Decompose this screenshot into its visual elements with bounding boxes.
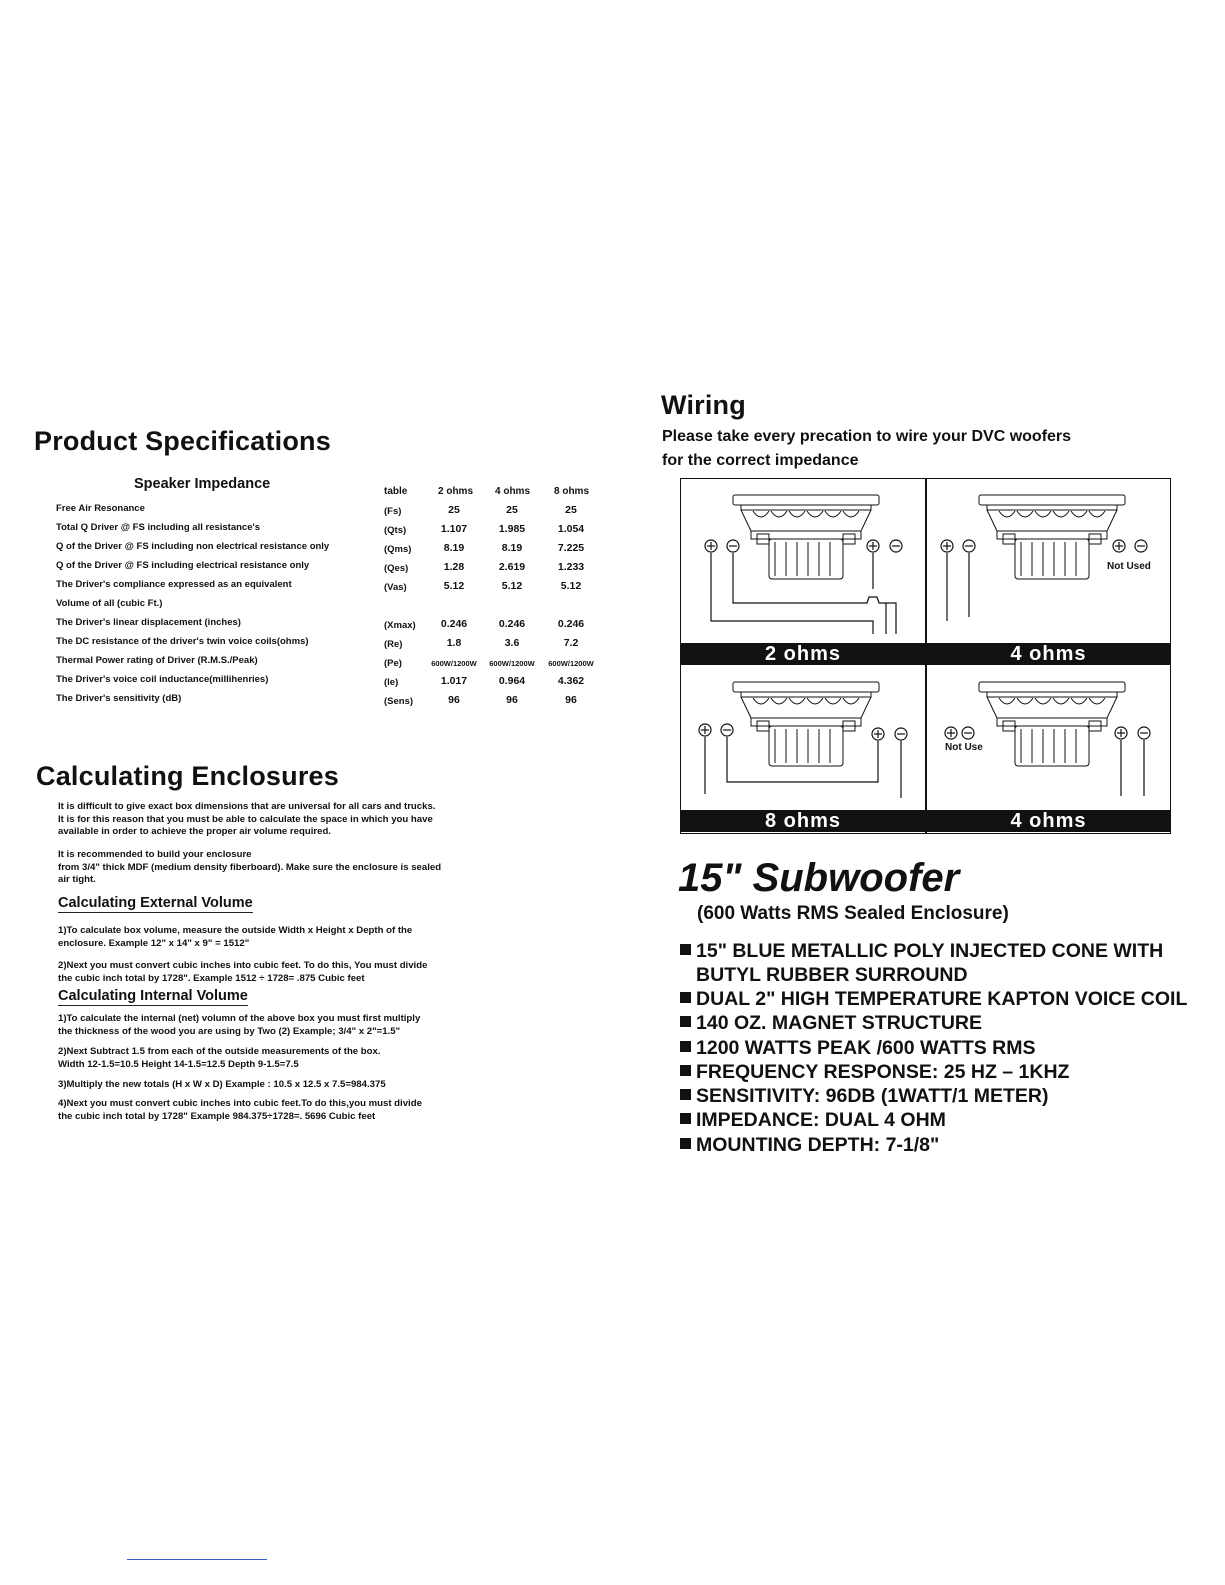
spec-value: 1.054 [557,523,585,535]
spec-value: 0.246 [498,618,526,630]
intro-paragraph-2: It is recommended to build your enclosure from 3/4" thick MDF (medium density fiberboard). Make sure the enclosure is sealed air tight. [58,849,442,885]
spec-value: 25 [506,504,518,516]
spec-value: 25 [565,504,577,516]
spec-value: 600W/1200W [431,659,477,668]
spec-value: 1.107 [440,523,468,535]
bullet-square-icon [680,1113,691,1124]
wiring-diagram [680,478,1171,834]
feature-impedance: IMPEDANCE: DUAL 4 OHM [680,1109,946,1132]
spec-value: 7.2 [563,637,579,649]
bullet-square-icon [680,1041,691,1052]
ohms-label-4a: 4 ohms [927,643,1170,665]
spec-label: Volume of all (cubic Ft.) [56,598,163,609]
calc-enclosures-title: Calculating Enclosures [36,761,339,791]
bullet-square-icon [680,992,691,1003]
feature-magnet: 140 OZ. MAGNET STRUCTURE [680,1012,982,1035]
bullet-square-icon [680,1016,691,1027]
spec-value: 600W/1200W [489,659,535,668]
spec-value: 7.225 [557,542,585,554]
spec-value: 96 [506,694,518,706]
spec-value: 25 [448,504,460,516]
bullet-square-icon [680,944,691,955]
feature-cone: 15" BLUE METALLIC POLY INJECTED CONE WITH [680,940,1163,963]
feature-cone-cont: BUTYL RUBBER SURROUND [696,964,968,986]
bullet-square-icon [680,1089,691,1100]
spec-label: Q of the Driver @ FS including non electrical resistance only [56,541,330,552]
not-used-label: Not Used [1107,561,1151,572]
spec-value: 1.28 [443,561,465,573]
spec-value: 3.6 [504,637,520,649]
feature-sensitivity: SENSITIVITY: 96DB (1WATT/1 METER) [680,1085,1048,1108]
feature-voice-coil: DUAL 2" HIGH TEMPERATURE KAPTON VOICE COIL [680,988,1187,1011]
ohms-label-8: 8 ohms [681,810,925,832]
feature-power: 1200 WATTS PEAK /600 WATTS RMS [680,1037,1036,1060]
speaker-impedance-title: Speaker Impedance [134,476,271,492]
internal-step-1: 1)To calculate the internal (net) volumn of the above box you must first multiply the thickness of the wood you are using by Two (2) Example; 3/4" x 2"=1.5" [58,1013,421,1037]
spec-value: 1.8 [446,637,462,649]
spec-symbol: (Pe) [384,658,402,669]
spec-label: The DC resistance of the driver's twin voice coils(ohms) [56,636,309,647]
product-title: 15" Subwoofer [678,856,960,900]
spec-value: 5.12 [501,580,523,592]
feature-frequency: FREQUENCY RESPONSE: 25 HZ – 1KHZ [680,1061,1069,1084]
spec-value: 0.964 [498,675,526,687]
spec-label: The Driver's linear displacement (inches) [56,617,241,628]
wiring-panel-8ohms [681,666,925,810]
spec-value: 0.246 [440,618,468,630]
table-header-2ohms: 2 ohms [438,486,474,497]
internal-step-3: 3)Multiply the new totals (H x W x D) Example : 10.5 x 12.5 x 7.5=984.375 [58,1079,386,1090]
spec-label: The Driver's compliance expressed as an equivalent [56,579,292,590]
spec-value: 5.12 [560,580,582,592]
bottom-rule [127,1559,267,1560]
spec-label: The Driver's voice coil inductance(millihenries) [56,674,269,685]
spec-label: Thermal Power rating of Driver (R.M.S./Peak) [56,655,258,666]
spec-value: 0.246 [557,618,585,630]
wiring-title: Wiring [661,390,746,420]
spec-symbol: (le) [384,677,399,688]
spec-value: 5.12 [443,580,465,592]
product-specs-title: Product Specifications [34,426,331,456]
spec-label: Q of the Driver @ FS including electrical resistance only [56,560,310,571]
spec-value: 1.985 [498,523,526,535]
table-header-table: table [384,486,408,497]
product-subtitle: (600 Watts RMS Sealed Enclosure) [697,903,1009,924]
internal-volume-title: Calculating Internal Volume [58,988,248,1004]
spec-value: 8.19 [501,542,523,554]
internal-step-2: 2)Next Subtract 1.5 from each of the outside measurements of the box. Width 12-1.5=10.5 Height 14-1.5=12.5 Depth 9-1.5=7.5 [58,1046,381,1070]
spec-value: 1.017 [440,675,468,687]
spec-value: 96 [448,694,460,706]
spec-label: Total Q Driver @ FS including all resistance's [56,522,261,533]
spec-label: The Driver's sensitivity (dB) [56,693,182,704]
spec-label: Free Air Resonance [56,503,145,514]
bullet-square-icon [680,1138,691,1149]
not-use-label: Not Use [945,742,983,753]
internal-step-4: 4)Next you must convert cubic inches into cubic feet.To do this,you must divide the cubic inch total by 1728" Example 984.375÷1728=. 5696 Cubic feet [58,1098,422,1122]
spec-symbol: (Xmax) [384,620,416,631]
wiring-subtitle: Please take every precation to wire your DVC woofers for the correct impedance [662,428,1072,469]
spec-value: 8.19 [443,542,465,554]
external-volume-title: Calculating External Volume [58,895,253,911]
spec-value: 2.619 [498,561,526,573]
spec-symbol: (Sens) [384,696,414,707]
spec-symbol: (Re) [384,639,403,650]
spec-value: 4.362 [557,675,585,687]
spec-symbol: (Qts) [384,525,407,536]
wiring-panel-2ohms [681,479,925,643]
spec-symbol: (Qes) [384,563,409,574]
spec-value: 1.233 [557,561,585,573]
feature-mounting-depth: MOUNTING DEPTH: 7-1/8" [680,1134,939,1157]
spec-symbol: (Vas) [384,582,407,593]
spec-symbol: (Qms) [384,544,412,555]
wiring-panel-4ohms-b [927,666,1171,810]
ohms-label-4b: 4 ohms [927,810,1170,832]
table-header-4ohms: 4 ohms [495,486,531,497]
spec-symbol: (Fs) [384,506,402,517]
ohms-label-2: 2 ohms [681,643,925,665]
intro-paragraph-1: It is difficult to give exact box dimensions that are universal for all cars and trucks. It is for this reason that you must be able to calculate the space in which you have available in order to achieve the proper air volume required. [58,801,436,837]
bullet-square-icon [680,1065,691,1076]
external-step-1: 1)To calculate box volume, measure the outside Width x Height x Depth of the enclosure. Example 12" x 14" x 9" = 1512" [58,925,413,949]
spec-value: 96 [565,694,577,706]
spec-value: 600W/1200W [548,659,594,668]
table-header-8ohms: 8 ohms [554,486,590,497]
external-step-2: 2)Next you must convert cubic inches into cubic feet. To do this, You must divide the cubic inch total by 1728". Example 1512 ÷ 1728= .875 Cubic feet [58,960,428,984]
